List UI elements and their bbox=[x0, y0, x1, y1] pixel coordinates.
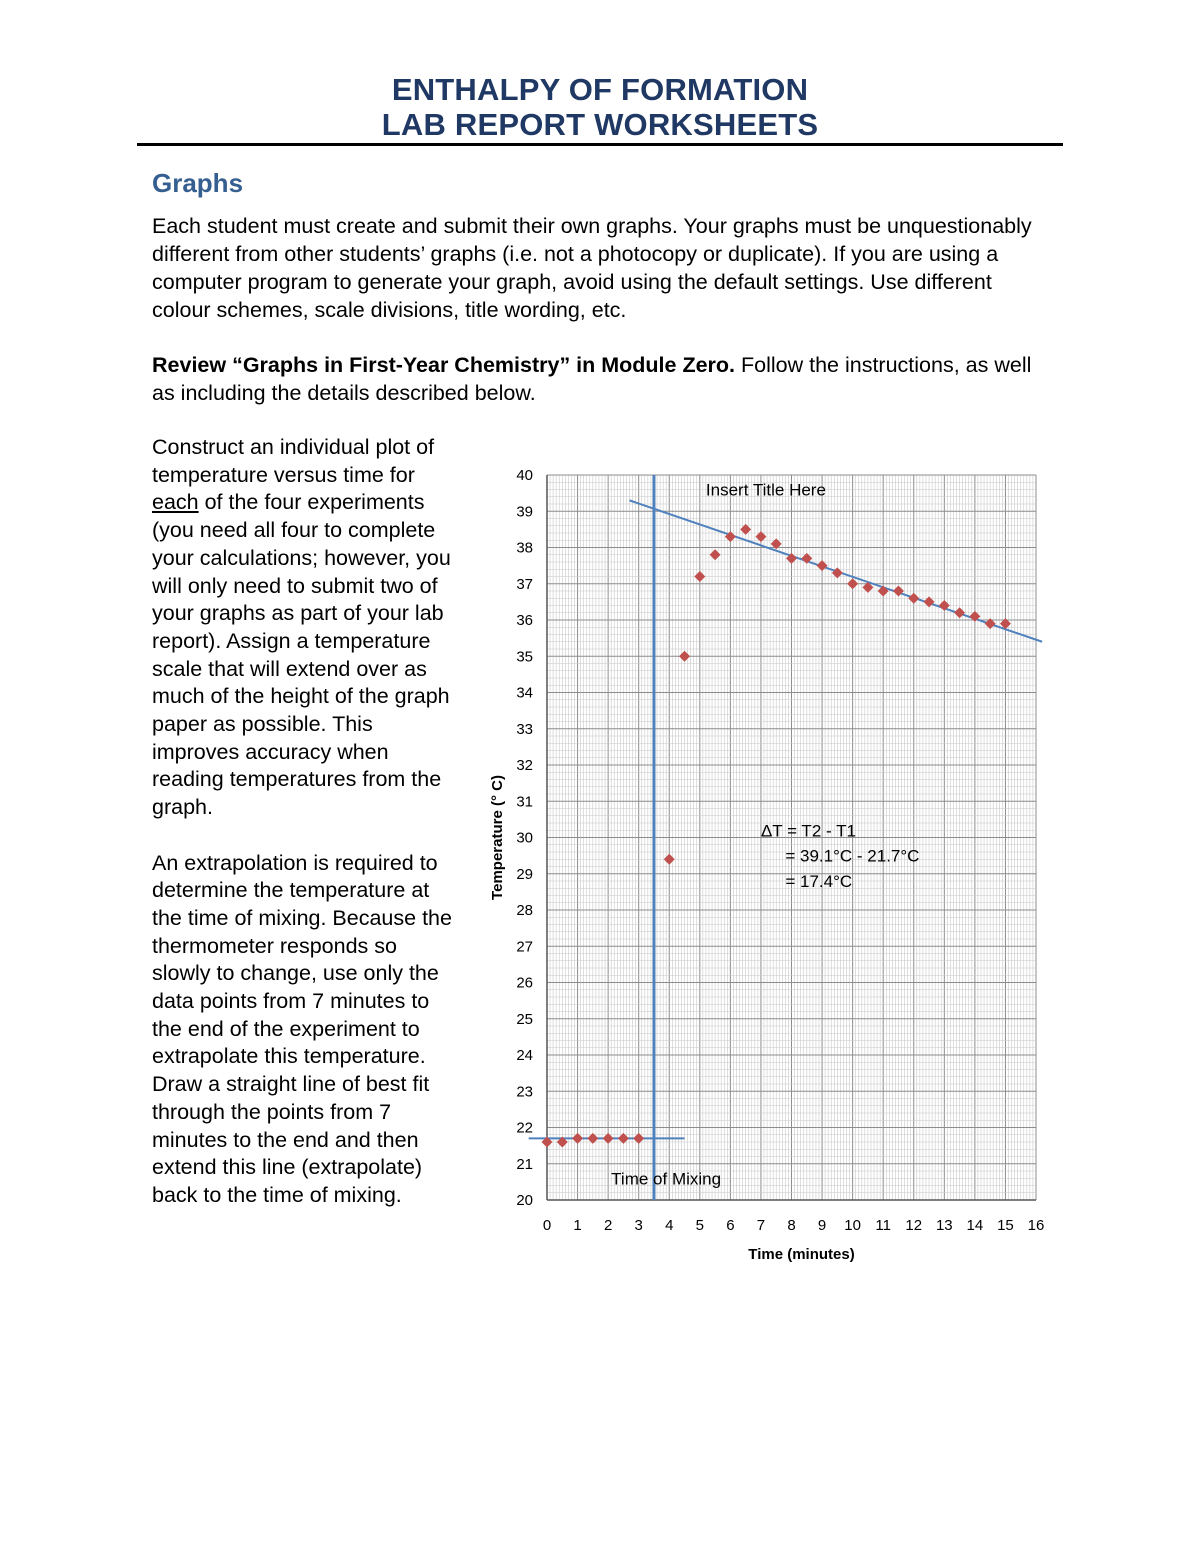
header-divider bbox=[137, 143, 1063, 146]
document-title-line1: ENTHALPY OF FORMATION bbox=[391, 72, 809, 107]
x-tick-label: 2 bbox=[603, 1217, 613, 1234]
x-tick-label: 10 bbox=[844, 1217, 861, 1234]
x-tick-label: 0 bbox=[542, 1217, 552, 1234]
review-paragraph bbox=[152, 351, 1052, 407]
y-tick-label: 24 bbox=[516, 1047, 533, 1064]
chart-title: Insert Title Here bbox=[705, 480, 826, 500]
x-tick-label: 3 bbox=[634, 1217, 643, 1234]
plot-instructions-paragraph bbox=[152, 434, 457, 822]
y-tick-label: 21 bbox=[516, 1155, 533, 1173]
temperature-time-chart bbox=[470, 455, 1060, 1275]
y-tick-label: 27 bbox=[516, 938, 533, 956]
x-tick-label: 7 bbox=[756, 1217, 766, 1234]
y-tick-label: 40 bbox=[516, 467, 533, 484]
instructions-column bbox=[152, 434, 457, 1210]
x-tick-label: 13 bbox=[935, 1217, 953, 1234]
delta-t-result: = 17.4°C bbox=[785, 872, 853, 891]
x-tick-label: 5 bbox=[695, 1217, 704, 1234]
y-tick-label: 34 bbox=[516, 684, 533, 702]
delta-t-formula: ΔT = T2 - T1 bbox=[760, 821, 856, 841]
y-tick-label: 30 bbox=[516, 829, 533, 847]
plot-instructions-emphasis: each bbox=[152, 490, 199, 515]
y-tick-label: 37 bbox=[516, 575, 533, 593]
y-tick-label: 26 bbox=[516, 974, 533, 992]
extrapolation-instructions-paragraph: An extrapolation is required to determine the temperature at the time of mixing. Because the thermometer responds so slowly to change, use only the data points from 7 minutes to the end of the experiment to extrapolate this temperature. Draw a straight line of best fit through the points from 7 minutes to the end and then extend this line (extrapolate) back to the time of mixing. bbox=[152, 850, 452, 1207]
section-heading: Graphs bbox=[152, 168, 244, 198]
document-title-line2: LAB REPORT WORKSHEETS bbox=[381, 107, 819, 142]
x-axis-title: Time (minutes) bbox=[748, 1246, 855, 1263]
y-tick-label: 23 bbox=[516, 1083, 533, 1101]
time-of-mixing-label: Time of Mixing bbox=[611, 1169, 722, 1189]
y-tick-label: 32 bbox=[516, 757, 533, 774]
x-tick-label: 11 bbox=[875, 1217, 891, 1234]
y-tick-label: 22 bbox=[516, 1119, 533, 1137]
x-tick-label: 16 bbox=[1027, 1217, 1045, 1234]
plot-instructions-text-end: of the four experiments (you need all four to complete your calculations; however, you will only need to submit two of your graphs as part of your lab report). Assign a temperature scale that will extend over as much of the height of the graph paper as possible. This improves accuracy when reading temperatures from the graph. bbox=[152, 490, 451, 820]
plot-instructions-text-start: Construct an individual plot of temperature versus time for bbox=[152, 435, 435, 487]
review-bold-text: Review “Graphs in First-Year Chemistry” in Module Zero. bbox=[152, 353, 736, 377]
x-tick-label: 15 bbox=[997, 1217, 1014, 1234]
y-tick-label: 31 bbox=[516, 793, 533, 811]
x-tick-label: 6 bbox=[726, 1217, 735, 1234]
y-tick-label: 36 bbox=[516, 612, 533, 629]
intro-paragraph: Each student must create and submit their own graphs. Your graphs must be unquestionably different from other students’ graphs (i.e. not a photocopy or duplicate). If you are using a computer program to generate your graph, avoid using the default settings. Use different colour schemes, scale divisions, title wording, etc. bbox=[152, 214, 1032, 322]
y-tick-label: 29 bbox=[516, 865, 533, 883]
x-tick-label: 1 bbox=[573, 1217, 582, 1234]
y-tick-label: 39 bbox=[516, 503, 533, 521]
review-rest-text: Follow the instructions, as well as including the details described below. bbox=[152, 353, 1032, 405]
y-tick-label: 38 bbox=[516, 539, 533, 557]
x-tick-label: 9 bbox=[817, 1217, 827, 1234]
y-tick-label: 28 bbox=[516, 902, 533, 919]
document-header bbox=[137, 72, 1063, 142]
y-tick-label: 20 bbox=[516, 1192, 533, 1209]
y-tick-label: 35 bbox=[516, 648, 533, 666]
x-tick-label: 4 bbox=[665, 1217, 674, 1234]
y-tick-label: 25 bbox=[516, 1010, 533, 1028]
y-axis-title: Temperature (° C) bbox=[489, 775, 506, 900]
delta-t-substitution: = 39.1°C - 21.7°C bbox=[785, 846, 920, 866]
x-tick-label: 12 bbox=[905, 1217, 923, 1234]
y-tick-label: 33 bbox=[516, 720, 533, 738]
x-tick-label: 8 bbox=[787, 1217, 796, 1234]
x-tick-label: 14 bbox=[966, 1217, 984, 1234]
